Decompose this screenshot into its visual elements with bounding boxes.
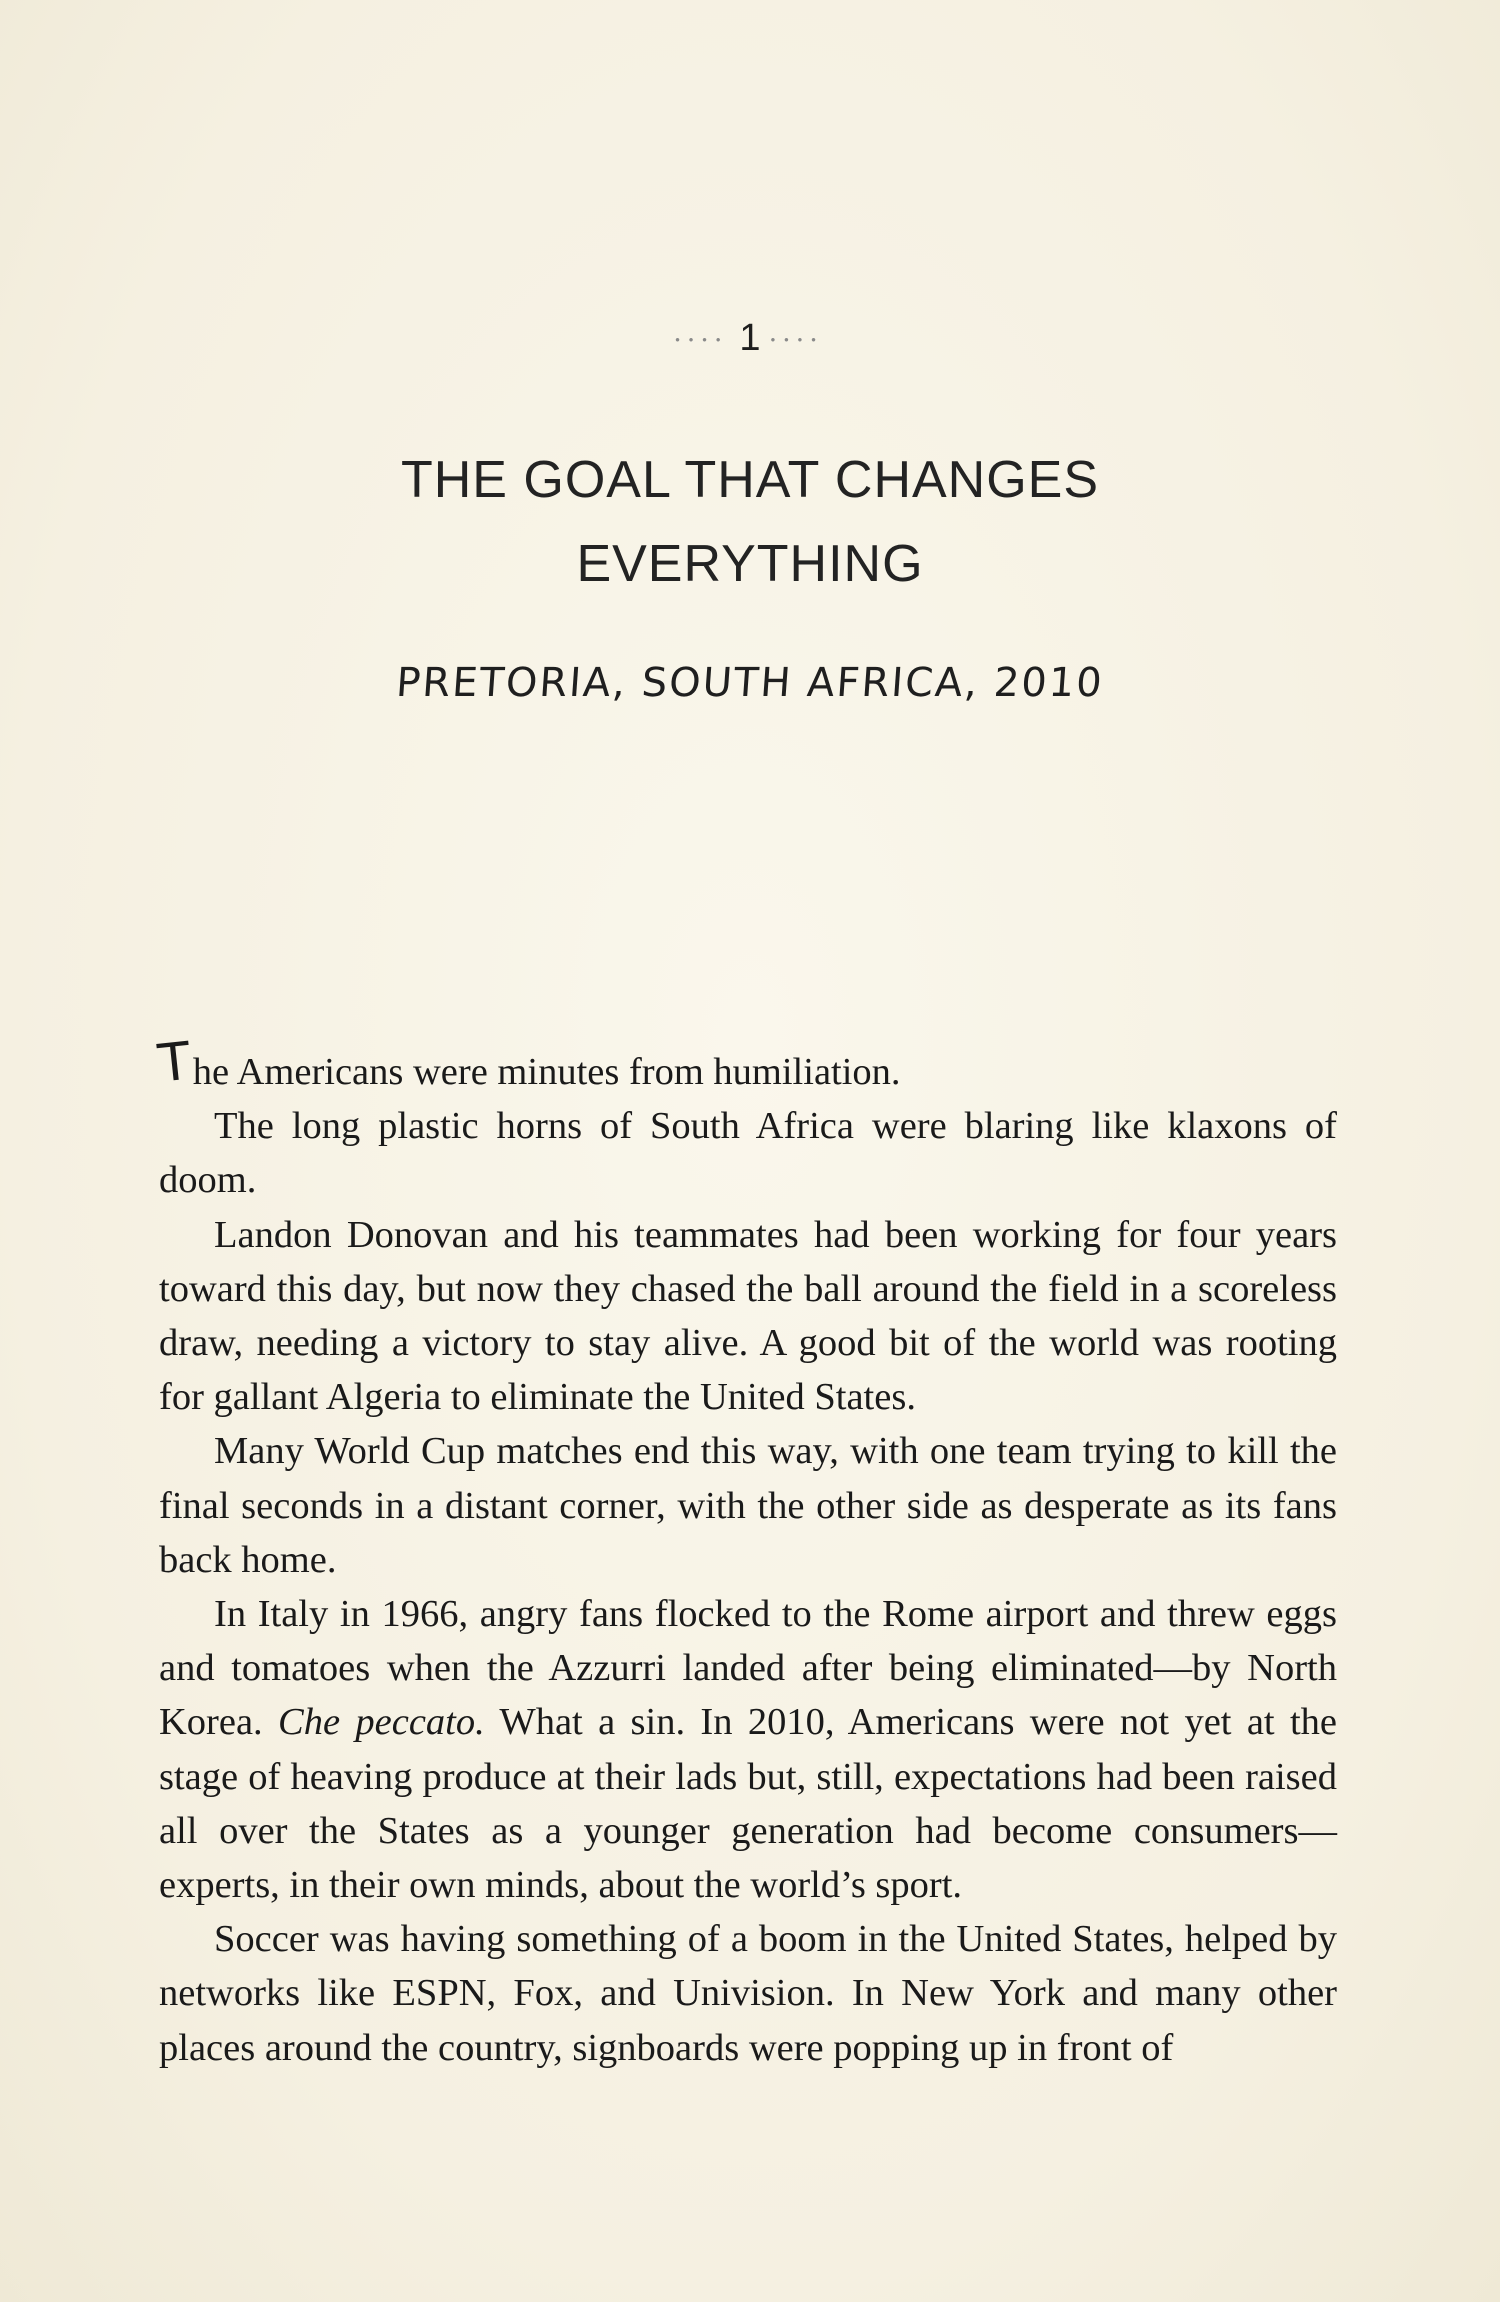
chapter-body-text [155,1031,1337,2075]
paragraph-2: The long plastic horns of South Africa were blaring like klaxons of doom. [159,1105,1337,1202]
ornament-dots-right: •••• [770,331,825,347]
paragraph-4: Many World Cup matches end this way, with one team trying to kill the final seconds in a distant corner, with the other side as desperate as its fans back home. [159,1430,1337,1581]
chapter-number: 1 [739,317,761,359]
paragraph-1 [155,1031,1337,1099]
chapter-title-line-2: EVERYTHING [576,535,924,593]
paragraph-1-text: he Americans were minutes from humiliation. [192,1051,901,1093]
paragraph-6: Soccer was having something of a boom in the United States, helped by networks like ESPN, Fox, and Univision. In New York and many other places around the country, signboards were popping up in front of [159,1918,1337,2069]
chapter-title [0,438,1500,606]
chapter-title-line-1: THE GOAL THAT CHANGES [400,451,1100,509]
chapter-place-subtitle: PRETORIA, SOUTH AFRICA, 2010 [394,660,1106,706]
drop-cap: T [155,1031,194,1095]
paragraph-5-text-a: In Italy in 1966, angry fans flocked to the Rome airport and threw eggs and tomatoes when the Azzurri landed after being eliminated—by North Korea. [159,1593,1337,1744]
paragraph-3: Landon Donovan and his teammates had been working for four years toward this day, but now they chased the ball around the field in a scoreless draw, needing a victory to stay alive. A good bit of the world was rooting for gallant Algeria to eliminate the United States. [159,1213,1337,1419]
paragraph-5-text-b: What a sin. In 2010, Americans were not yet at the stage of heaving produce at their lads but, still, expectations had been raised all over the States as a younger generation had become consumers—experts, in their own minds, about the world’s sport. [159,1701,1337,1907]
paragraph-5-italic: Che peccato. [278,1701,485,1744]
paragraph-5 [159,1587,1337,1912]
chapter-number-ornament [0,318,1500,360]
ornament-dots-left: •••• [675,331,730,347]
